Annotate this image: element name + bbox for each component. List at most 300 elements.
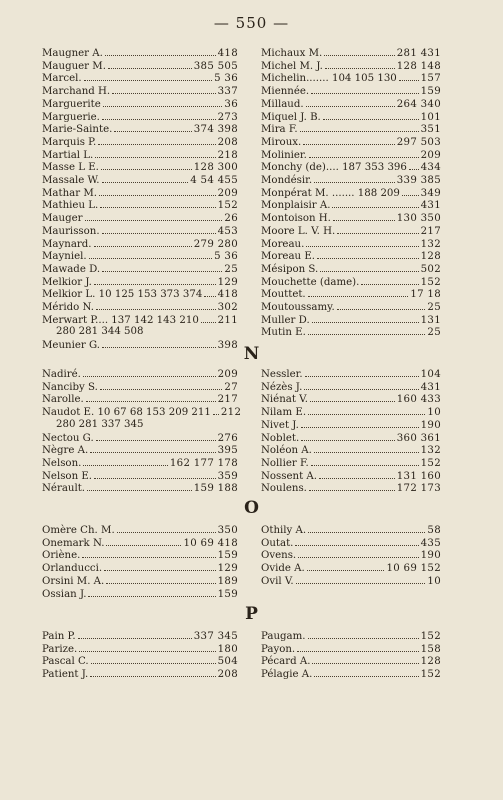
- leader-dots: [309, 482, 395, 491]
- leader-dots: [102, 111, 216, 120]
- index-entry: [261, 314, 441, 326]
- entry-name: Moreau.: [261, 238, 305, 250]
- entry-pages: 337 345: [193, 631, 238, 642]
- entry-name: Mawade D.: [42, 263, 101, 275]
- entry-name: Nollier F.: [261, 457, 309, 469]
- index-entry: [261, 575, 441, 587]
- index-entry: [42, 549, 238, 561]
- entry-pages: 190: [420, 419, 441, 431]
- index-entry: [42, 457, 238, 469]
- entry-name: Ovil V.: [261, 575, 294, 587]
- entry-name: Marcel.: [42, 73, 82, 85]
- entry-pages: 418: [217, 48, 238, 59]
- leader-dots: [317, 250, 419, 259]
- entry-name: Mira F.: [261, 124, 298, 136]
- leader-dots: [296, 575, 426, 584]
- entry-name: Orlanducci.: [42, 563, 103, 575]
- leader-dots: [311, 85, 419, 94]
- leader-dots: [402, 187, 419, 196]
- entry-name: Omère Ch. M.: [42, 525, 115, 536]
- entry-name: Mondésir.: [261, 175, 313, 186]
- entry-pages: 189: [217, 575, 238, 587]
- leader-dots: [314, 668, 418, 677]
- index-entry: [261, 136, 441, 148]
- index-entry: [42, 381, 238, 393]
- entry-name: Michelin....... 104 105 130: [261, 73, 397, 85]
- entry-name: Ovens.: [261, 550, 297, 562]
- index-entry: [261, 212, 441, 224]
- index-entry: [261, 263, 441, 275]
- entry-pages: 159: [217, 588, 238, 600]
- entry-name: Pécard A.: [261, 656, 311, 668]
- entry-name: Onemark N.: [42, 537, 105, 549]
- entry-pages: 398: [217, 340, 238, 352]
- entry-pages: 208: [217, 136, 238, 148]
- entry-pages: 209: [217, 187, 238, 199]
- entry-pages: 180: [217, 643, 238, 655]
- entry-pages: 217: [420, 225, 441, 237]
- leader-dots: [332, 199, 418, 208]
- leader-dots: [79, 643, 215, 652]
- index-entry: [42, 406, 242, 419]
- entry-name: Mauger: [42, 213, 83, 225]
- leader-dots: [102, 174, 189, 183]
- leader-dots: [323, 111, 419, 120]
- entry-pages: 351: [420, 124, 441, 136]
- leader-dots: [308, 630, 419, 639]
- index-entry: [261, 668, 441, 680]
- index-entry: [261, 549, 441, 561]
- entry-name: Mutin E.: [261, 327, 306, 339]
- index-entry: [261, 406, 441, 418]
- leader-dots: [308, 524, 425, 533]
- entry-pages: 359: [217, 470, 238, 482]
- leader-dots: [333, 212, 395, 221]
- entry-name: Melkior L. 10 125 153 373 374: [42, 289, 203, 301]
- leader-dots: [308, 406, 425, 415]
- index-entry: [42, 136, 238, 148]
- index-entry: [261, 643, 441, 655]
- index-entry: [261, 444, 441, 456]
- entry-name: Mathar M.: [42, 187, 98, 199]
- entry-pages: 10: [427, 407, 441, 419]
- leader-dots: [304, 381, 418, 390]
- leader-dots: [84, 72, 213, 81]
- leader-dots: [100, 381, 223, 390]
- entry-pages: 58: [427, 525, 441, 536]
- leader-dots: [101, 161, 192, 170]
- index-entry: [261, 457, 441, 469]
- entry-pages: 218: [217, 149, 238, 161]
- entry-pages: 25: [427, 302, 441, 313]
- entry-name: Nérault.: [42, 483, 86, 495]
- entry-pages: 17 18: [410, 289, 441, 301]
- entry-name: Noulens.: [261, 483, 307, 495]
- leader-dots: [103, 98, 223, 107]
- index-entry: [261, 98, 441, 110]
- index-entry: [42, 263, 238, 275]
- index-entry: [42, 98, 238, 110]
- index-entry: [42, 524, 238, 536]
- leader-dots: [95, 149, 215, 158]
- index-entry: [42, 368, 238, 380]
- entry-name: Marie-Sainte.: [42, 124, 113, 136]
- entry-name: Orsini M. A.: [42, 575, 105, 587]
- leader-dots: [308, 326, 426, 335]
- leader-dots: [85, 212, 223, 221]
- leader-dots: [301, 432, 395, 441]
- leader-dots: [308, 288, 409, 297]
- entry-name: Marguerite: [42, 98, 101, 110]
- leader-dots: [102, 225, 216, 234]
- index-entry: [261, 123, 441, 135]
- entry-pages: 276: [217, 432, 238, 444]
- index-entry: [261, 72, 441, 84]
- index-entry: [42, 562, 238, 574]
- index-entry: [261, 301, 441, 313]
- leader-dots: [82, 549, 215, 558]
- entry-pages: 279 280: [193, 238, 238, 250]
- index-entry: [261, 288, 441, 300]
- entry-pages: 349: [420, 187, 441, 199]
- entry-pages: 297 503: [396, 136, 441, 148]
- index-entry: [261, 187, 441, 199]
- index-entry: [42, 85, 238, 97]
- entry-pages: 159: [217, 550, 238, 562]
- entry-name: Noléon A.: [261, 445, 312, 457]
- index-entry: [261, 85, 441, 97]
- entry-pages: 211: [217, 314, 238, 326]
- leader-dots: [106, 537, 181, 546]
- entry-pages: 385 505: [193, 60, 238, 72]
- entry-name: Marguerie.: [42, 111, 100, 123]
- index-entry: [261, 149, 441, 161]
- index-entry: [261, 393, 441, 405]
- leader-dots: [94, 276, 216, 285]
- leader-dots: [409, 161, 419, 170]
- entry-pages: 10: [427, 575, 441, 587]
- entry-name: Parize.: [42, 643, 78, 655]
- entry-pages: 128: [420, 251, 441, 263]
- leader-dots: [105, 47, 216, 56]
- entry-pages: 172 173: [396, 483, 441, 495]
- entry-name: Monpérat M. ....... 188 209: [261, 187, 400, 199]
- index-entry: [42, 326, 238, 338]
- entry-name: Nivet J.: [261, 419, 299, 431]
- entry-pages: 152: [420, 457, 441, 469]
- leader-dots: [309, 149, 419, 158]
- index-entry: [261, 524, 441, 536]
- index-entry: [42, 111, 238, 123]
- leader-dots: [298, 549, 418, 558]
- entry-pages: 157: [420, 73, 441, 85]
- leader-dots: [88, 588, 215, 597]
- index-entry: [42, 643, 238, 655]
- leader-dots: [117, 524, 216, 533]
- leader-dots: [94, 238, 192, 247]
- entry-name: Millaud.: [261, 98, 304, 110]
- entry-pages: 152: [420, 631, 441, 642]
- entry-name: Marchand H.: [42, 86, 111, 98]
- index-entry: [261, 482, 441, 494]
- entry-name: Monplaisir A.: [261, 200, 331, 212]
- leader-dots: [89, 250, 213, 259]
- index-entry: [42, 393, 238, 405]
- entry-name: 280 281 337 345: [56, 418, 144, 430]
- entry-pages: 217: [217, 394, 238, 406]
- leader-dots: [314, 444, 419, 453]
- entry-name: Miennée.: [261, 86, 310, 98]
- leader-dots: [311, 457, 419, 466]
- leader-dots: [102, 263, 222, 272]
- index-entry: [42, 72, 238, 84]
- index-entry: [42, 432, 238, 444]
- leader-dots: [83, 368, 216, 377]
- leader-dots: [78, 630, 192, 639]
- leader-dots: [307, 562, 385, 571]
- entry-pages: 131 160: [396, 470, 441, 482]
- entry-pages: 128 148: [396, 60, 441, 72]
- leader-dots: [96, 432, 216, 441]
- entry-pages: 264 340: [396, 98, 441, 110]
- entry-pages: 101: [420, 111, 441, 123]
- entry-pages: 132: [420, 445, 441, 457]
- entry-name: Payon.: [261, 643, 296, 655]
- entry-pages: 36: [224, 98, 238, 110]
- entry-name: Narolle.: [42, 394, 84, 406]
- index-entry: [42, 149, 238, 161]
- leader-dots: [324, 47, 395, 56]
- index-entry: [42, 47, 238, 59]
- entry-name: Mérido N.: [42, 302, 94, 313]
- leader-dots: [312, 314, 419, 323]
- entry-name: Maurisson.: [42, 225, 100, 237]
- entry-name: 280 281 344 508: [56, 326, 144, 338]
- leader-dots: [314, 174, 395, 183]
- entry-name: Noblet.: [261, 432, 300, 444]
- index-entry: [261, 225, 441, 237]
- section-letter-n: N: [243, 344, 260, 364]
- entry-name: Nectou G.: [42, 432, 94, 444]
- index-entry: [42, 161, 238, 173]
- entry-name: Marquis P.: [42, 136, 97, 148]
- index-entry: [261, 199, 441, 211]
- entry-pages: 162 177 178: [169, 457, 238, 469]
- entry-name: Maynard.: [42, 238, 92, 250]
- entry-name: Montoison H.: [261, 213, 331, 225]
- index-entry: [261, 562, 441, 574]
- entry-pages: 10 69 418: [183, 537, 238, 549]
- entry-name: Martial L.: [42, 149, 94, 161]
- entry-pages: 152: [420, 669, 441, 681]
- leader-dots: [98, 136, 215, 145]
- leader-dots: [87, 482, 192, 491]
- index-entry: [261, 174, 441, 186]
- entry-name: Moreau E.: [261, 251, 316, 263]
- entry-pages: 159: [420, 86, 441, 98]
- index-entry: [42, 123, 238, 135]
- entry-pages: 159 188: [193, 483, 238, 495]
- index-entry: [261, 238, 441, 250]
- leader-dots: [319, 470, 395, 479]
- page-number: — 550 —: [213, 14, 290, 32]
- entry-name: Nelson E.: [42, 470, 93, 482]
- entry-pages: 435: [420, 537, 441, 549]
- leader-dots: [213, 406, 219, 415]
- entry-pages: 10 69 152: [386, 563, 441, 575]
- entry-name: Molinier.: [261, 149, 307, 161]
- index-entry: [261, 368, 441, 380]
- entry-pages: 160 433: [396, 394, 441, 406]
- index-entry: [261, 470, 441, 482]
- entry-name: Masse L E.: [42, 162, 99, 174]
- index-entry: [42, 60, 238, 72]
- entry-name: Pain P.: [42, 631, 76, 642]
- entry-name: Miquel J. B.: [261, 111, 321, 123]
- index-entry: [261, 276, 441, 288]
- entry-pages: 502: [420, 263, 441, 275]
- leader-dots: [310, 393, 395, 402]
- index-entry: [42, 655, 238, 667]
- index-entry: [42, 419, 238, 431]
- index-entry: [261, 419, 441, 431]
- entry-pages: 27: [224, 381, 238, 393]
- leader-dots: [337, 225, 418, 234]
- entry-pages: 132: [420, 238, 441, 250]
- leader-dots: [399, 72, 419, 81]
- index-entry: [42, 301, 238, 313]
- entry-pages: 434: [420, 162, 441, 174]
- leader-dots: [94, 470, 216, 479]
- entry-pages: 129: [217, 276, 238, 288]
- entry-pages: 152: [217, 200, 238, 212]
- index-entry: [261, 326, 441, 338]
- entry-name: Othily A.: [261, 525, 307, 536]
- entry-name: Ossian J.: [42, 588, 87, 600]
- index-entry: [42, 588, 238, 600]
- leader-dots: [96, 301, 216, 310]
- leader-dots: [90, 444, 215, 453]
- index-entry: [42, 470, 238, 482]
- index-entry: [261, 47, 441, 59]
- entry-name: Mouchette (dame).: [261, 276, 360, 288]
- entry-name: Nadiré.: [42, 369, 81, 380]
- entry-pages: 104: [420, 369, 441, 380]
- entry-name: Nossent A.: [261, 470, 318, 482]
- leader-dots: [325, 60, 395, 69]
- entry-name: Michaux M.: [261, 48, 323, 59]
- entry-name: Oriène.: [42, 550, 81, 562]
- entry-name: Maugner A.: [42, 48, 103, 59]
- index-entry: [261, 630, 441, 642]
- entry-name: Pascal C.: [42, 656, 89, 668]
- entry-pages: 360 361: [396, 432, 441, 444]
- entry-name: Meunier G.: [42, 340, 100, 352]
- index-entry: [42, 276, 238, 288]
- leader-dots: [305, 368, 419, 377]
- index-entry: [42, 238, 238, 250]
- entry-pages: 128: [420, 656, 441, 668]
- index-entry: [261, 537, 441, 549]
- entry-pages: 418: [217, 289, 238, 301]
- leader-dots: [114, 123, 191, 132]
- entry-pages: 453: [217, 225, 238, 237]
- leader-dots: [300, 123, 419, 132]
- leader-dots: [301, 419, 419, 428]
- leader-dots: [320, 263, 418, 272]
- leader-dots: [91, 655, 216, 664]
- entry-name: Moore L. V. H.: [261, 225, 336, 237]
- entry-pages: 339 385: [396, 175, 441, 186]
- leader-dots: [86, 393, 216, 402]
- entry-name: Mauguer M.: [42, 60, 106, 72]
- entry-pages: 25: [224, 263, 238, 275]
- entry-pages: 212: [220, 407, 242, 419]
- leader-dots: [337, 301, 426, 310]
- leader-dots: [306, 98, 395, 107]
- leader-dots: [83, 457, 168, 466]
- leader-dots: [100, 199, 215, 208]
- entry-name: Nilam E.: [261, 407, 307, 419]
- entry-pages: 302: [217, 302, 238, 313]
- entry-pages: 281 431: [396, 48, 441, 59]
- index-entry: [261, 432, 441, 444]
- entry-pages: 25: [427, 327, 441, 339]
- index-entry: [42, 668, 238, 680]
- index-entry: [261, 161, 441, 173]
- index-entry: [42, 199, 238, 211]
- entry-pages: 273: [217, 111, 238, 123]
- entry-name: Naudot E. 10 67 68 153 209 211: [42, 407, 211, 419]
- entry-pages: 152: [420, 276, 441, 288]
- section-letter-p: P: [245, 604, 258, 624]
- index-entry: [42, 482, 238, 494]
- index-entry: [42, 187, 238, 199]
- leader-dots: [99, 187, 216, 196]
- leader-dots: [106, 575, 215, 584]
- entry-pages: 209: [217, 369, 238, 380]
- index-entry: [42, 288, 238, 300]
- index-entry: [42, 225, 238, 237]
- entry-name: Nelson.: [42, 457, 82, 469]
- entry-name: Outat.: [261, 537, 294, 549]
- leader-dots: [108, 60, 192, 69]
- entry-pages: 129: [217, 563, 238, 575]
- entry-pages: 131: [420, 314, 441, 326]
- entry-name: Massale W.: [42, 175, 100, 186]
- entry-pages: 5 36: [214, 251, 238, 263]
- entry-pages: 374 398: [193, 124, 238, 136]
- leader-dots: [361, 276, 418, 285]
- entry-name: Mathieu L.: [42, 200, 99, 212]
- entry-name: Ovide A.: [261, 563, 305, 575]
- index-entry: [42, 444, 238, 456]
- entry-pages: 190: [420, 550, 441, 562]
- entry-name: Paugam.: [261, 631, 306, 642]
- entry-pages: 128 300: [193, 162, 238, 174]
- entry-name: Nessler.: [261, 369, 303, 380]
- index-entry: [42, 174, 238, 186]
- entry-pages: 395: [217, 445, 238, 457]
- leader-dots: [297, 643, 418, 652]
- leader-dots: [90, 668, 215, 677]
- entry-pages: 4 54 455: [190, 175, 238, 186]
- entry-name: Monchy (de).... 187 353 396: [261, 162, 407, 174]
- index-entry: [261, 111, 441, 123]
- entry-name: Miroux.: [261, 136, 302, 148]
- index-entry: [42, 575, 238, 587]
- entry-pages: 209: [420, 149, 441, 161]
